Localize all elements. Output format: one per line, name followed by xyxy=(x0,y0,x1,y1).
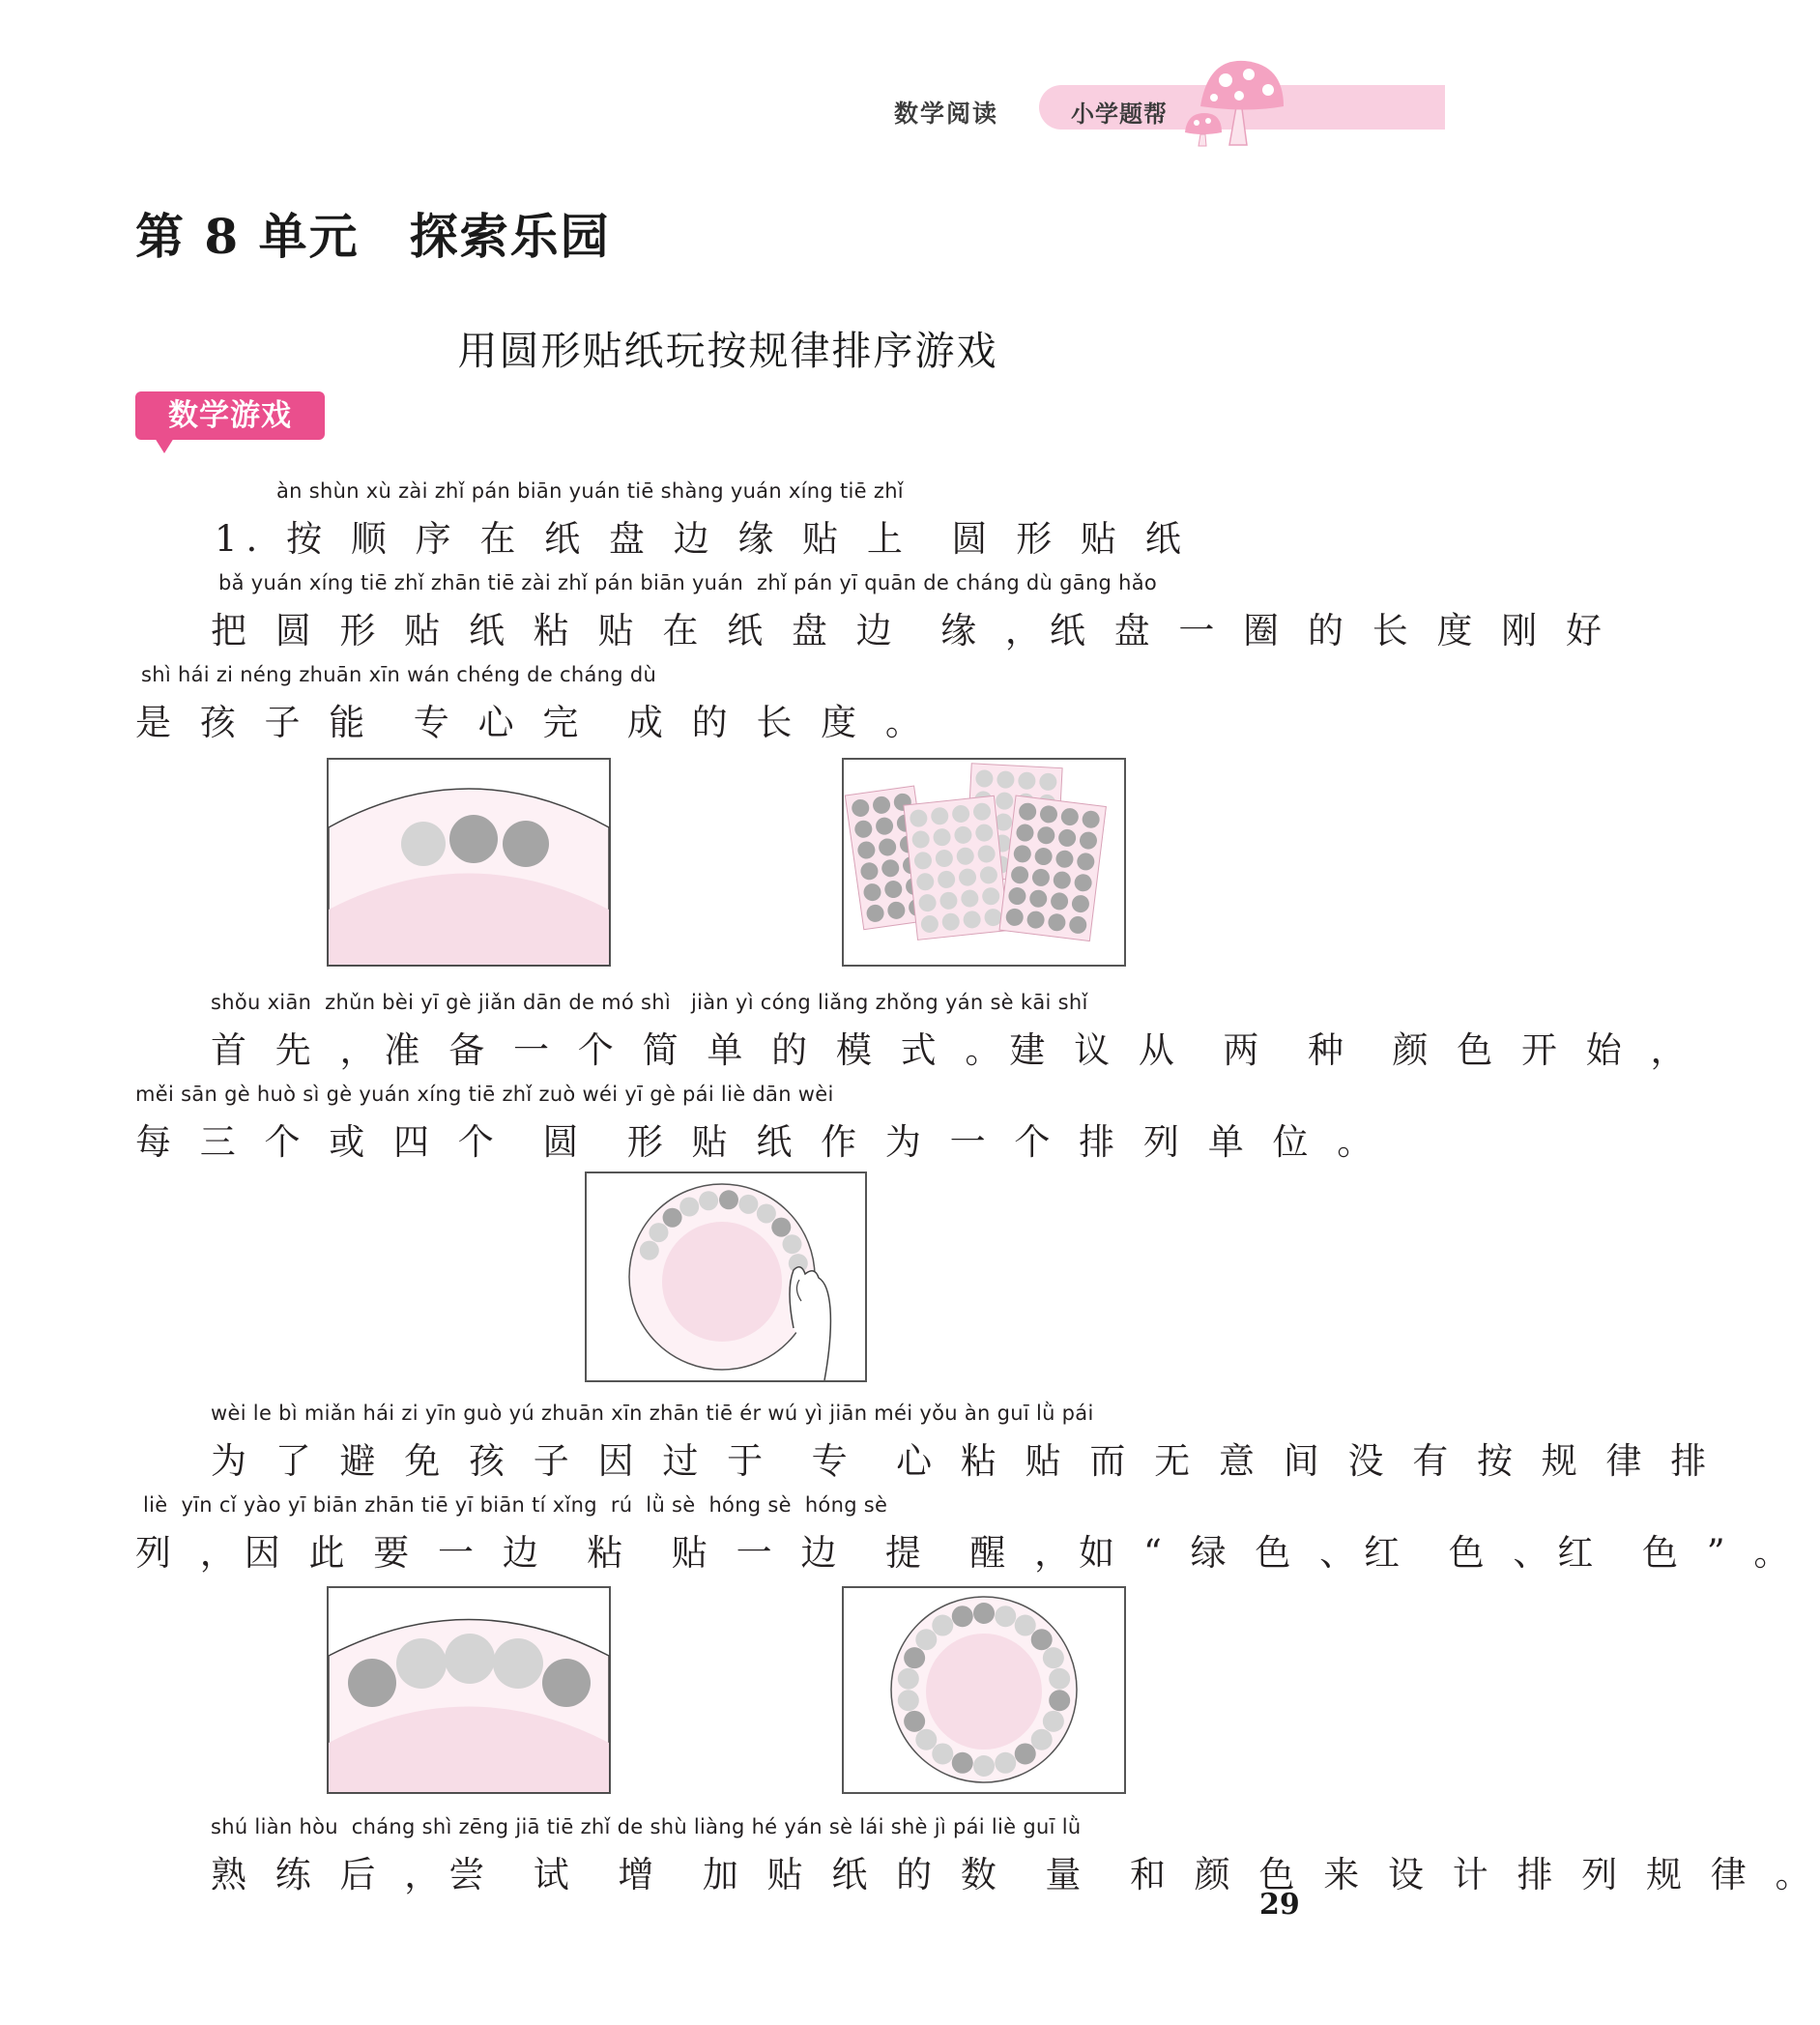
page-number: 29 xyxy=(1259,1888,1300,1922)
sticker-icon xyxy=(1049,1668,1070,1690)
sticker-icon xyxy=(445,1634,495,1684)
sticker-icon xyxy=(719,1190,738,1209)
sticker-icon xyxy=(401,822,446,866)
unit-title: 第 8 单元 探索乐园 xyxy=(135,208,611,265)
sticker-icon xyxy=(932,1615,953,1636)
sticker-icon xyxy=(995,1752,1016,1774)
sticker-icon xyxy=(396,1638,447,1689)
series-label: 小学题帮 xyxy=(1071,101,1168,128)
pinyin-line: bǎ yuán xíng tiē zhǐ zhān tiē zài zhǐ pán biān yuán zhǐ pán yī quān de cháng dù gāng hǎo xyxy=(218,571,1158,594)
figure-full-plate xyxy=(842,1586,1126,1794)
pinyin-line: shì hái zi néng zhuān xīn wán chéng de cháng dù xyxy=(141,663,657,686)
text-line: 首 先 ，准 备 一 个 简 单 的 模 式 。建 议 从 两 种 颜 色 开 始 ， xyxy=(211,1029,1695,1071)
sticker-icon xyxy=(932,1743,953,1764)
sticker-icon xyxy=(348,1659,396,1707)
sticker-icon xyxy=(1031,1729,1053,1750)
sticker-icon xyxy=(449,815,498,863)
sticker-icon xyxy=(1031,1629,1053,1650)
sticker-icon xyxy=(757,1203,776,1223)
pinyin-line: shǒu xiān zhǔn bèi yī gè jiǎn dān de mó shì jiàn yì cóng liǎng zhǒng yán sè kāi shǐ xyxy=(211,991,1088,1014)
sticker-icon xyxy=(1049,1690,1070,1711)
sticker-icon xyxy=(663,1208,682,1228)
text-line: 为 了 避 免 孩 子 因 过 于 专 心 粘 贴 而 无 意 间 没 有 按 规 律 排 xyxy=(211,1440,1716,1482)
sticker-icon xyxy=(898,1690,919,1711)
sticker-icon xyxy=(699,1191,718,1210)
section-tag: 数学游戏 xyxy=(135,391,325,440)
pinyin-line: àn shùn xù zài zhǐ pán biān yuán tiē shàng yuán xíng tiē zhǐ xyxy=(276,479,904,503)
sticker-icon xyxy=(1015,1743,1036,1764)
text-line: 1. 按 顺 序 在 纸 盘 边 缘 贴 上 圆 形 贴 纸 xyxy=(215,518,1190,560)
figure-plate-with-hand xyxy=(585,1172,867,1382)
sticker-icon xyxy=(738,1195,758,1214)
text-line: 列 ，因 此 要 一 边 粘 贴 一 边 提 醒 ，如 “ 绿 色 、红 色 、红 色 ” 。 xyxy=(135,1532,1799,1574)
pinyin-line: liè yīn cǐ yào yī biān zhān tiē yī biān tí xǐng rú lǜ sè hóng sè hóng sè xyxy=(143,1493,888,1517)
figure-sticker-sheets xyxy=(842,758,1126,967)
sticker-icon xyxy=(973,1755,995,1777)
sticker-icon xyxy=(904,1647,925,1668)
sticker-icon xyxy=(898,1668,919,1690)
pinyin-line: wèi le bì miǎn hái zi yīn guò yú zhuān xīn zhān tiē ér wú yì jiān méi yǒu àn guī lǜ pái xyxy=(211,1402,1094,1425)
pinyin-line: měi sān gè huò sì gè yuán xíng tiē zhǐ zuò wéi yī gè pái liè dān wèi xyxy=(135,1083,834,1106)
text-line: 是 孩 子 能 专 心 完 成 的 长 度 。 xyxy=(135,702,930,743)
sticker-icon xyxy=(783,1234,802,1254)
sticker-icon xyxy=(973,1603,995,1624)
sticker-icon xyxy=(1043,1711,1064,1732)
mushroom-icon xyxy=(1179,53,1295,145)
sticker-icon xyxy=(995,1606,1016,1627)
text-line: 每 三 个 或 四 个 圆 形 贴 纸 作 为 一 个 排 列 单 位 。 xyxy=(135,1121,1382,1163)
sticker-icon xyxy=(1015,1615,1036,1636)
sticker-sheet xyxy=(904,796,1008,940)
sticker-icon xyxy=(1043,1647,1064,1668)
text-line: 熟 练 后 ，尝 试 增 加 贴 纸 的 数 量 和 颜 色 来 设 计 排 列 规 律 。 xyxy=(211,1854,1820,1895)
text-line: 把 圆 形 贴 纸 粘 贴 在 纸 盘 边 缘 ，纸 盘 一 圈 的 长 度 刚 好 xyxy=(211,610,1610,651)
sticker-icon xyxy=(915,1729,937,1750)
sticker-icon xyxy=(915,1629,937,1650)
sticker-icon xyxy=(904,1711,925,1732)
figure-plate-edge-three-stickers xyxy=(327,758,611,967)
section-tag-tail xyxy=(155,438,174,453)
page-title: 用圆形贴纸玩按规律排序游戏 xyxy=(457,328,998,374)
sticker-icon xyxy=(542,1659,591,1707)
sticker-icon xyxy=(649,1223,668,1242)
sticker-icon xyxy=(771,1218,791,1237)
sticker-icon xyxy=(503,821,549,867)
sticker-icon xyxy=(952,1606,973,1627)
sticker-icon xyxy=(493,1638,543,1689)
pinyin-line: shú liàn hòu cháng shì zēng jiā tiē zhǐ de shù liàng hé yán sè lái shè jì pái liè guī lǜ xyxy=(211,1815,1082,1838)
sticker-icon xyxy=(640,1241,659,1260)
sticker-sheet xyxy=(999,796,1106,940)
book-label: 数学阅读 xyxy=(894,100,999,128)
figure-plate-edge-five-stickers xyxy=(327,1586,611,1794)
sticker-icon xyxy=(679,1197,699,1216)
sticker-icon xyxy=(952,1752,973,1774)
